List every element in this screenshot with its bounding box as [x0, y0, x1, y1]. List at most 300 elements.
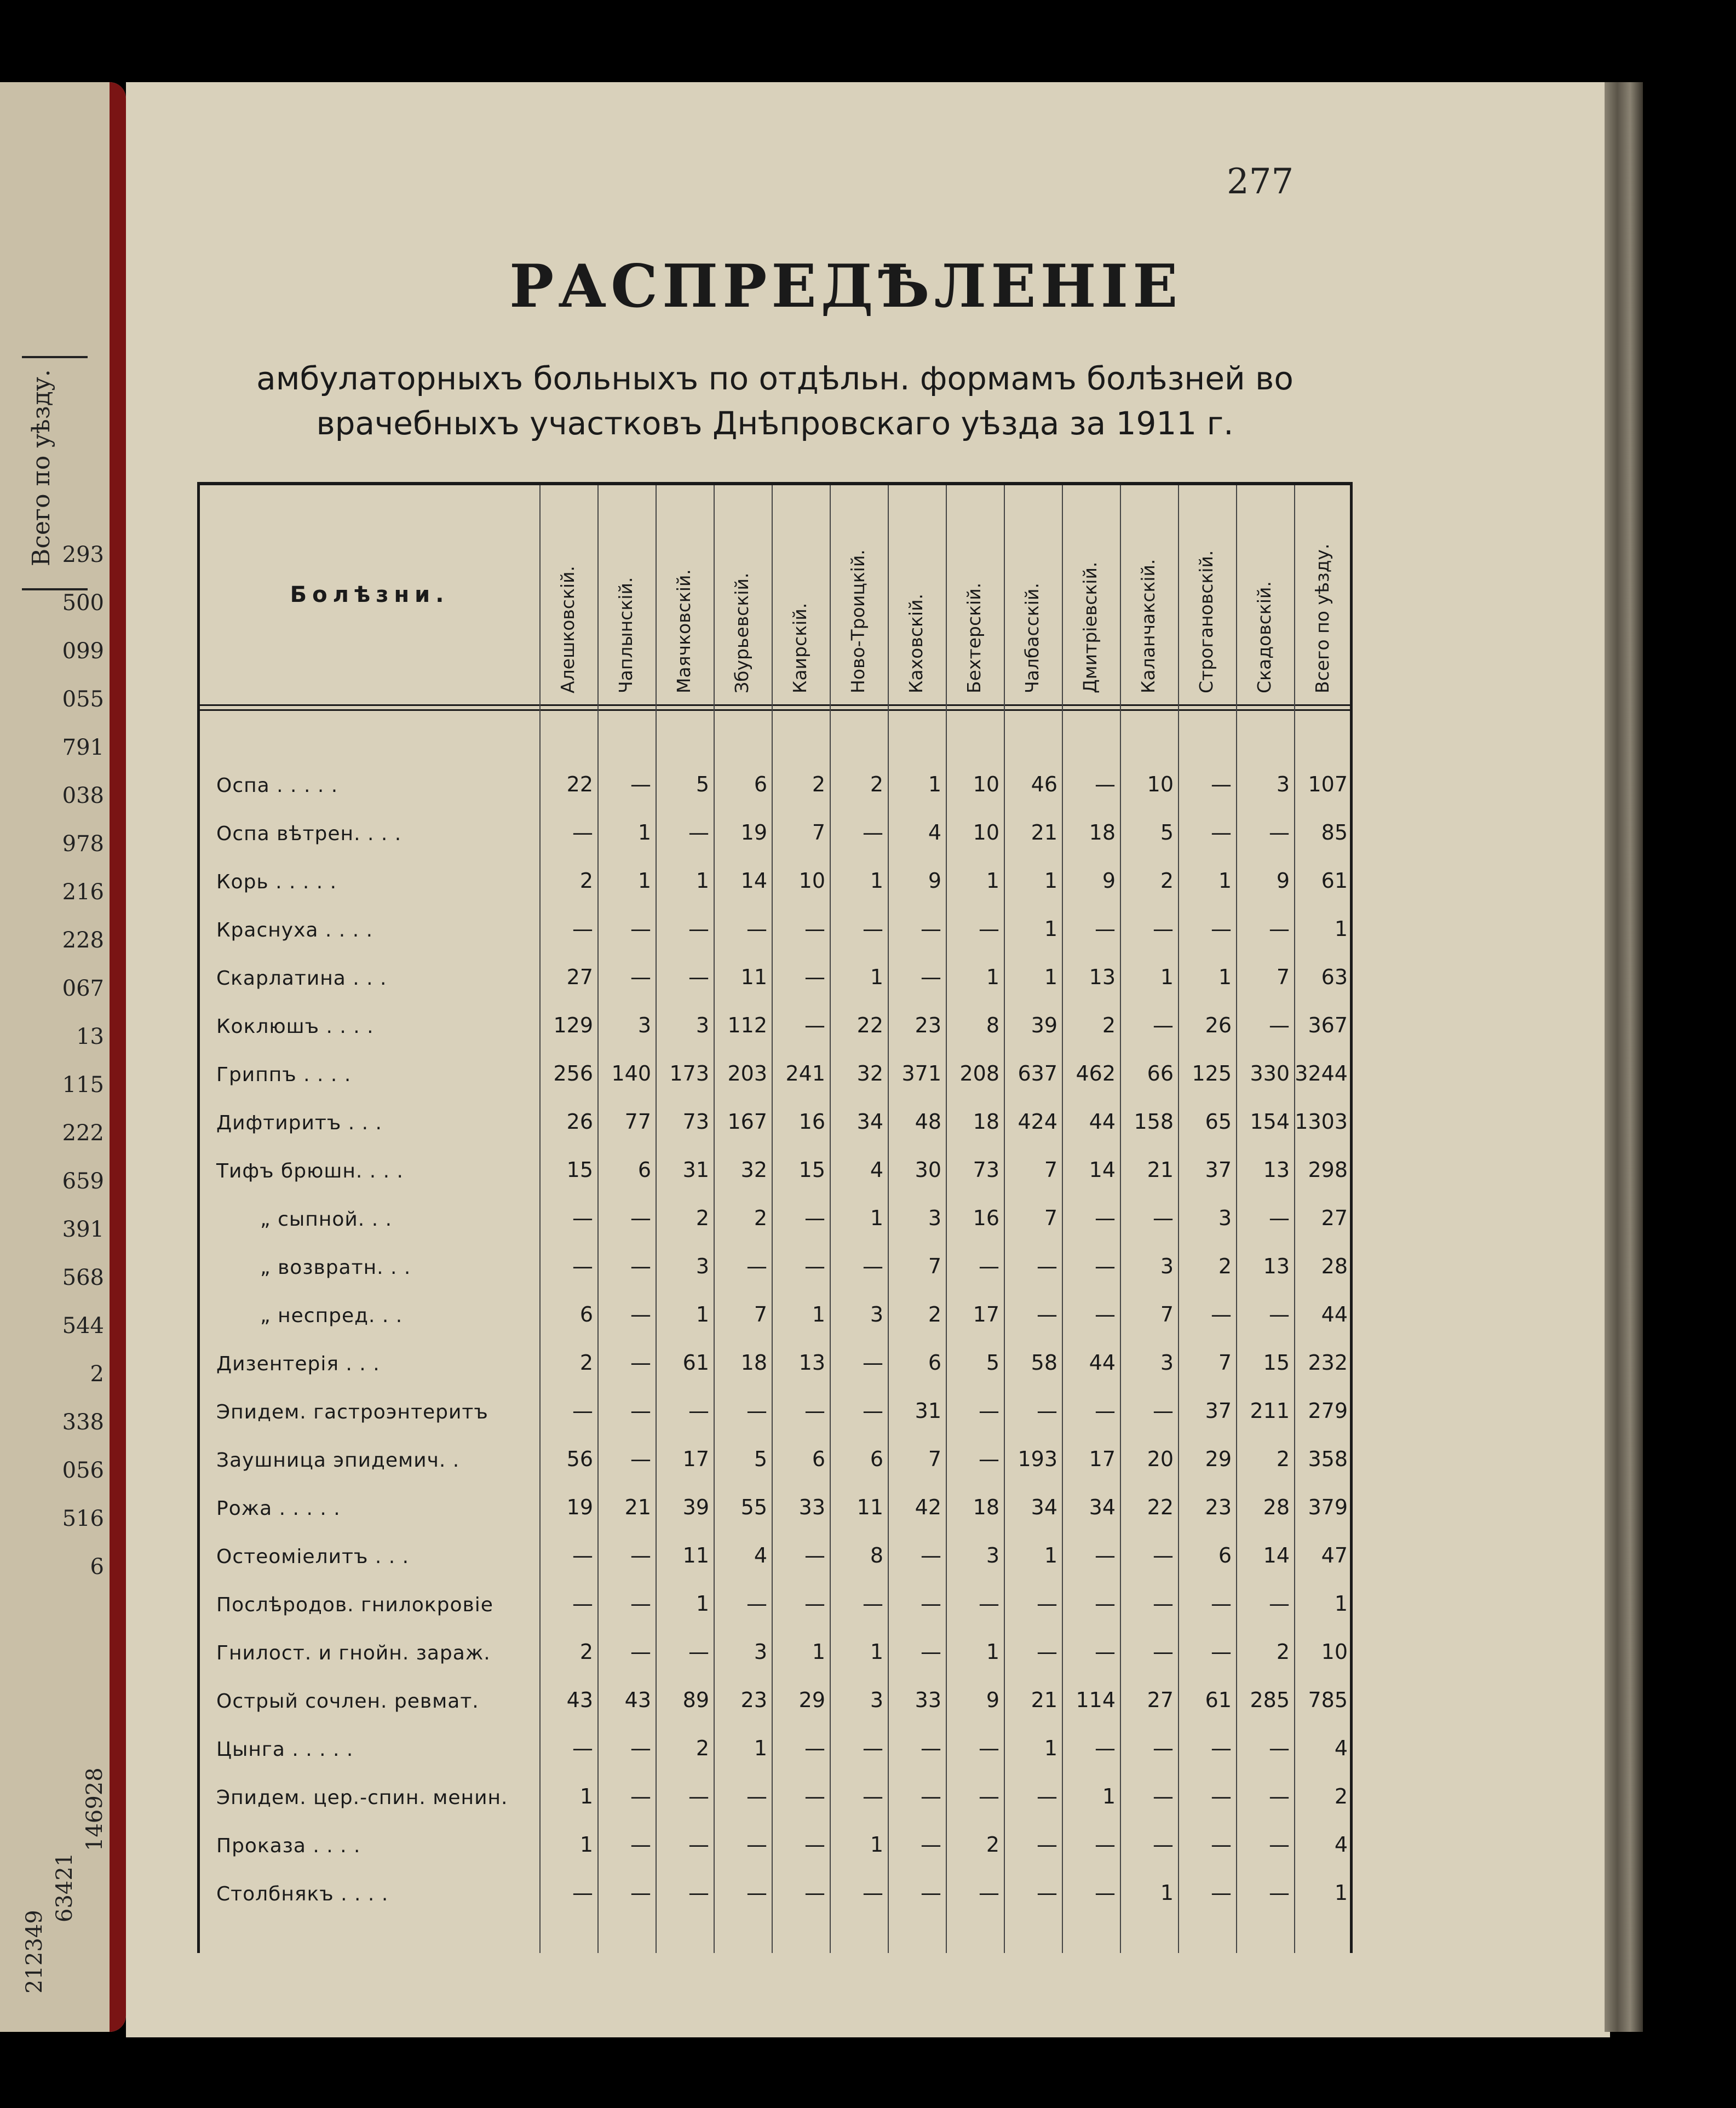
left-number: 055 [62, 687, 104, 712]
table-cell: 2 [1276, 1640, 1290, 1664]
table-cell: — [1095, 1640, 1116, 1664]
table-cell: 114 [1076, 1688, 1116, 1712]
table-cell: — [921, 1640, 941, 1664]
disease-name: Коклюшъ . . . . [216, 1015, 374, 1038]
table-row [200, 1295, 1350, 1343]
table-cell: — [1037, 1254, 1057, 1278]
table-cell: 285 [1250, 1688, 1290, 1712]
table-cell: 73 [682, 1110, 709, 1134]
table-cell: — [804, 1206, 825, 1230]
table-cell: 1 [695, 1302, 709, 1326]
table-cell: 1 [870, 1640, 883, 1664]
table-cell: 46 [1031, 772, 1057, 796]
table-cell: — [630, 772, 651, 796]
table-cell: 39 [682, 1495, 709, 1519]
disease-name: Дизентерія . . . [216, 1353, 380, 1375]
disease-name: „ возвратн. . . [260, 1256, 411, 1279]
table-cell: — [921, 1833, 941, 1857]
table-cell: — [979, 1254, 999, 1278]
table-cell: 6 [928, 1351, 941, 1375]
table-cell: 9 [928, 869, 941, 893]
left-number: 115 [62, 1072, 104, 1098]
table-cell: — [804, 1013, 825, 1037]
table-row [200, 1391, 1350, 1439]
table-cell: — [630, 1206, 651, 1230]
table-cell: 15 [1263, 1351, 1290, 1375]
subtitle-line-2: врачебныхъ участковъ Днѣпровскаго уѣзда за 1911 г. [316, 405, 1234, 442]
table-cell: 2 [870, 772, 883, 796]
table-cell: 14 [1089, 1158, 1116, 1182]
table-cell: 5 [754, 1447, 767, 1471]
table-cell: 1 [870, 869, 883, 893]
table-cell: 13 [1089, 965, 1116, 989]
table-cell: 1 [1160, 965, 1174, 989]
disease-name: Гриппъ . . . . [216, 1064, 352, 1086]
table-cell: 2 [695, 1736, 709, 1760]
table-cell: 6 [812, 1447, 825, 1471]
table-cell: 89 [682, 1688, 709, 1712]
table-cell: 27 [1147, 1688, 1174, 1712]
table-cell: — [746, 917, 767, 941]
table-cell: — [630, 1302, 651, 1326]
table-cell: 22 [566, 772, 593, 796]
table-cell: 58 [1031, 1351, 1057, 1375]
table-cell: — [572, 1736, 593, 1760]
table-cell: — [979, 1447, 999, 1471]
left-number: 6 [90, 1554, 104, 1579]
table-cell: 193 [1018, 1447, 1057, 1471]
left-number: 038 [62, 783, 104, 808]
table-cell: — [1153, 1206, 1174, 1230]
disease-name: Дифтиритъ . . . [216, 1112, 382, 1134]
table-cell: 2 [1218, 1254, 1232, 1278]
table-cell: — [1153, 1592, 1174, 1616]
disease-name: Проказа . . . . [216, 1835, 361, 1857]
table-cell: 358 [1308, 1447, 1348, 1471]
table-cell: — [688, 965, 709, 989]
table-cell: 29 [798, 1688, 825, 1712]
table-cell: 462 [1076, 1061, 1116, 1085]
table-row [200, 1632, 1350, 1680]
disease-name: „ неспред. . . [260, 1305, 403, 1327]
table-cell: — [921, 1736, 941, 1760]
table-cell: 3 [1160, 1351, 1174, 1375]
left-bottom-number: 146928 [82, 1767, 107, 1851]
table-cell: 33 [915, 1688, 941, 1712]
table-cell: 785 [1308, 1688, 1348, 1712]
disease-name: Скарлатина . . . [216, 967, 387, 990]
table-cell: — [863, 1254, 883, 1278]
table-cell: 9 [986, 1688, 999, 1712]
table-cell: 44 [1089, 1110, 1116, 1134]
table-cell: 279 [1308, 1399, 1348, 1423]
column-header [830, 485, 888, 704]
column-header-label: Бехтерскій. [963, 582, 985, 693]
table-cell: 6 [754, 772, 767, 796]
left-number: 791 [62, 735, 104, 760]
table-cell: 10 [973, 772, 999, 796]
table-cell: 85 [1321, 820, 1348, 845]
column-header-label: Алешковскій. [557, 566, 578, 693]
table-cell: — [630, 1881, 651, 1905]
table-cell: — [1095, 1399, 1116, 1423]
disease-name: Заушница эпидемич. . [216, 1449, 460, 1472]
table-cell: 15 [798, 1158, 825, 1182]
table-cell: — [804, 965, 825, 989]
table-row [200, 861, 1350, 909]
table-cell: 1 [1334, 1881, 1348, 1905]
table-cell: — [1037, 1399, 1057, 1423]
table-cell: 34 [1031, 1495, 1057, 1519]
table-cell: 298 [1308, 1158, 1348, 1182]
table-cell: — [1095, 1736, 1116, 1760]
table-cell: — [688, 820, 709, 845]
left-number: 659 [62, 1169, 104, 1194]
table-cell: — [979, 1881, 999, 1905]
table-cell: — [1153, 1399, 1174, 1423]
table-cell: 42 [915, 1495, 941, 1519]
table-cell: — [1211, 1881, 1232, 1905]
table-row [200, 1150, 1350, 1198]
table-cell: 7 [928, 1254, 941, 1278]
table-cell: 39 [1031, 1013, 1057, 1037]
table-row [200, 909, 1350, 957]
table-cell: 15 [566, 1158, 593, 1182]
table-cell: — [979, 917, 999, 941]
table-cell: — [1095, 1254, 1116, 1278]
left-number: 056 [62, 1458, 104, 1483]
table-cell: 1303 [1295, 1110, 1348, 1134]
left-bottom-number: 212349 [22, 1910, 47, 1994]
table-cell: 167 [727, 1110, 767, 1134]
table-cell: 3 [754, 1640, 767, 1664]
table-cell: — [921, 1543, 941, 1567]
table-cell: — [804, 1833, 825, 1857]
table-cell: 379 [1308, 1495, 1348, 1519]
table-cell: — [804, 1399, 825, 1423]
table-cell: — [1095, 917, 1116, 941]
table-cell: 11 [856, 1495, 883, 1519]
table-cell: — [1269, 1784, 1290, 1808]
table-cell: — [979, 1399, 999, 1423]
table-cell: — [1211, 1833, 1232, 1857]
table-cell: 11 [682, 1543, 709, 1567]
table-cell: 32 [856, 1061, 883, 1085]
table-cell: 77 [624, 1110, 651, 1134]
column-header [1236, 485, 1294, 704]
table-row [200, 1102, 1350, 1150]
table-cell: 2 [579, 869, 593, 893]
table-cell: 1 [986, 965, 999, 989]
table-cell: 2 [1334, 1784, 1348, 1808]
disease-name: Гнилост. и гнойн. зараж. [216, 1642, 491, 1664]
column-header-label: Строгановскій. [1195, 550, 1217, 693]
table-cell: — [746, 1881, 767, 1905]
table-cell: — [863, 917, 883, 941]
table-cell: 8 [986, 1013, 999, 1037]
left-facing-page [0, 82, 126, 2032]
table-cell: 7 [812, 820, 825, 845]
disease-name: Столбнякъ . . . . [216, 1883, 389, 1905]
table-cell: 23 [915, 1013, 941, 1037]
table-cell: 48 [915, 1110, 941, 1134]
table-cell: 27 [566, 965, 593, 989]
table-cell: 65 [1205, 1110, 1232, 1134]
table-cell: — [1153, 1784, 1174, 1808]
table-cell: — [1153, 1640, 1174, 1664]
column-header [597, 485, 656, 704]
table-cell: 3 [870, 1302, 883, 1326]
left-number: 391 [62, 1217, 104, 1242]
left-number: 568 [62, 1265, 104, 1290]
table-cell: 208 [959, 1061, 999, 1085]
table-cell: — [921, 1784, 941, 1808]
table-cell: 34 [1089, 1495, 1116, 1519]
table-cell: 44 [1089, 1351, 1116, 1375]
disease-name: Оспа . . . . . [216, 774, 338, 797]
table-cell: — [863, 1736, 883, 1760]
table-cell: 17 [682, 1447, 709, 1471]
left-number: 544 [62, 1313, 104, 1339]
table-cell: — [1211, 1784, 1232, 1808]
table-cell: — [1153, 917, 1174, 941]
left-number: 067 [62, 976, 104, 1001]
table-cell: 1 [812, 1640, 825, 1664]
table-cell: 2 [1102, 1013, 1116, 1037]
table-cell: 1 [928, 772, 941, 796]
table-cell: 3 [1218, 1206, 1232, 1230]
page-title: РАСПРЕДѢЛЕНІЕ [509, 252, 1182, 321]
table-cell: 43 [566, 1688, 593, 1712]
table-cell: — [688, 917, 709, 941]
table-cell: 27 [1321, 1206, 1348, 1230]
table-cell: 44 [1321, 1302, 1348, 1326]
table-cell: 6 [870, 1447, 883, 1471]
table-cell: — [572, 917, 593, 941]
table-cell: 241 [785, 1061, 825, 1085]
table-cell: — [1269, 1736, 1290, 1760]
table-cell: 1 [870, 1833, 883, 1857]
table-cell: — [863, 1351, 883, 1375]
table-cell: 9 [1276, 869, 1290, 893]
table-cell: — [572, 820, 593, 845]
table-cell: 23 [740, 1688, 767, 1712]
table-cell: — [630, 1640, 651, 1664]
table-cell: — [863, 1399, 883, 1423]
table-cell: 17 [1089, 1447, 1116, 1471]
table-cell: — [1211, 1302, 1232, 1326]
disease-name: Эпидем. цер.-спин. менин. [216, 1787, 508, 1809]
table-cell: 3 [870, 1688, 883, 1712]
table-cell: — [572, 1254, 593, 1278]
column-header [1062, 485, 1120, 704]
table-cell: — [1269, 820, 1290, 845]
disease-name: Остеоміелитъ . . . [216, 1546, 410, 1568]
disease-name: Краснуха . . . . [216, 919, 373, 941]
table-cell: — [1037, 1784, 1057, 1808]
table-cell: 2 [754, 1206, 767, 1230]
left-number: 222 [62, 1121, 104, 1146]
table-cell: 5 [1160, 820, 1174, 845]
table-cell: 637 [1018, 1061, 1057, 1085]
column-header [946, 485, 1004, 704]
disease-name: Послѣродов. гнилокровіе [216, 1594, 493, 1616]
table-cell: 7 [1044, 1158, 1057, 1182]
table-cell: — [863, 1881, 883, 1905]
page-stack-edge [1605, 82, 1643, 2032]
table-cell: — [630, 965, 651, 989]
table-cell: 2 [986, 1833, 999, 1857]
table-cell: 73 [973, 1158, 999, 1182]
table-cell: 29 [1205, 1447, 1232, 1471]
table-cell: 4 [870, 1158, 883, 1182]
table-row [200, 1198, 1350, 1247]
table-cell: — [572, 1399, 593, 1423]
table-cell: 1 [1044, 869, 1057, 893]
disease-column-header: Болѣзни. [290, 582, 450, 607]
table-cell: 17 [973, 1302, 999, 1326]
column-header-label: Каирскій. [789, 602, 810, 693]
table-cell: 2 [812, 772, 825, 796]
table-cell: 16 [798, 1110, 825, 1134]
table-cell: — [921, 917, 941, 941]
column-header [1294, 485, 1352, 704]
table-cell: 31 [682, 1158, 709, 1182]
left-number: 2 [90, 1362, 104, 1387]
disease-name: Рожа . . . . . [216, 1497, 341, 1520]
table-cell: 8 [870, 1543, 883, 1567]
table-cell: 1 [579, 1784, 593, 1808]
left-bottom-number: 63421 [52, 1852, 77, 1922]
table-cell: 21 [1031, 820, 1057, 845]
column-header-label: Ново-Троицкій. [847, 549, 869, 693]
table-cell: 367 [1308, 1013, 1348, 1037]
table-cell: 129 [553, 1013, 593, 1037]
table-cell: 158 [1134, 1110, 1174, 1134]
table-cell: 6 [1218, 1543, 1232, 1567]
table-cell: 5 [986, 1351, 999, 1375]
table-cell: 1 [637, 820, 651, 845]
table-cell: — [1095, 1206, 1116, 1230]
table-cell: — [688, 1640, 709, 1664]
table-cell: — [1095, 1592, 1116, 1616]
table-row [200, 1247, 1350, 1295]
table-cell: — [688, 1833, 709, 1857]
table-cell: — [630, 1592, 651, 1616]
table-cell: 55 [740, 1495, 767, 1519]
table-cell: 22 [856, 1013, 883, 1037]
table-cell: — [688, 1784, 709, 1808]
table-cell: — [804, 1784, 825, 1808]
column-header-label: Чалбасскій. [1021, 583, 1043, 693]
table-cell: — [921, 1881, 941, 1905]
column-header [772, 485, 830, 704]
table-cell: 18 [1089, 820, 1116, 845]
table-cell: 1 [870, 1206, 883, 1230]
table-cell: — [1211, 1640, 1232, 1664]
table-cell: 3 [637, 1013, 651, 1037]
table-cell: — [572, 1206, 593, 1230]
table-cell: — [630, 1399, 651, 1423]
table-cell: — [746, 1784, 767, 1808]
disease-name: Эпидем. гастроэнтеритъ [216, 1401, 488, 1423]
table-cell: 22 [1147, 1495, 1174, 1519]
left-number: 338 [62, 1410, 104, 1435]
table-cell: 154 [1250, 1110, 1290, 1134]
table-cell: 20 [1147, 1447, 1174, 1471]
table-cell: 1 [986, 1640, 999, 1664]
table-cell: — [921, 965, 941, 989]
column-header [714, 485, 772, 704]
table-cell: 1 [1044, 1543, 1057, 1567]
table-cell: 1 [870, 965, 883, 989]
table-cell: — [746, 1254, 767, 1278]
table-cell: — [1269, 1013, 1290, 1037]
table-cell: — [863, 820, 883, 845]
table-row [200, 1873, 1350, 1921]
table-cell: 1 [695, 869, 709, 893]
table-cell: — [630, 1351, 651, 1375]
left-number: 099 [62, 639, 104, 664]
disease-name: Оспа вѣтрен. . . . [216, 823, 402, 845]
table-cell: 2 [579, 1640, 593, 1664]
table-cell: — [804, 1736, 825, 1760]
table-cell: — [1269, 1592, 1290, 1616]
table-cell: 1 [1334, 1592, 1348, 1616]
table-cell: 3 [928, 1206, 941, 1230]
table-cell: 1 [1160, 1881, 1174, 1905]
column-header-label: Дмитріевскій. [1079, 561, 1101, 693]
page-subtitle [230, 356, 1320, 446]
table-cell: 3 [986, 1543, 999, 1567]
table-cell: 4 [754, 1543, 767, 1567]
table-cell: — [1211, 1592, 1232, 1616]
left-number: 978 [62, 831, 104, 857]
table-cell: 1 [812, 1302, 825, 1326]
table-cell: — [1153, 1833, 1174, 1857]
table-cell: 4 [1334, 1736, 1348, 1760]
table-cell: 23 [1205, 1495, 1232, 1519]
table-cell: — [1153, 1736, 1174, 1760]
table-cell: 6 [637, 1158, 651, 1182]
table-cell: 10 [1321, 1640, 1348, 1664]
table-cell: 26 [1205, 1013, 1232, 1037]
table-cell: 30 [915, 1158, 941, 1182]
disease-name: Цынга . . . . . [216, 1738, 354, 1761]
table-cell: 1 [754, 1736, 767, 1760]
table-cell: 1 [637, 869, 651, 893]
table-cell: 11 [740, 965, 767, 989]
column-header-label: Каховскій. [905, 594, 927, 693]
disease-name: Острый сочлен. ревмат. [216, 1690, 479, 1713]
table-row [200, 1343, 1350, 1391]
table-cell: 173 [669, 1061, 709, 1085]
table-cell: 61 [682, 1351, 709, 1375]
table-cell: 61 [1205, 1688, 1232, 1712]
table-cell: — [1153, 1543, 1174, 1567]
table-cell: 10 [798, 869, 825, 893]
table-cell: 14 [740, 869, 767, 893]
table-cell: — [1037, 1302, 1057, 1326]
disease-name: „ сыпной. . . [260, 1208, 393, 1231]
table-cell: 14 [1263, 1543, 1290, 1567]
table-cell: — [572, 1592, 593, 1616]
column-header [888, 485, 946, 704]
table-cell: — [804, 1881, 825, 1905]
table-cell: — [1211, 820, 1232, 845]
table-cell: 140 [611, 1061, 651, 1085]
table-cell: 3244 [1295, 1061, 1348, 1085]
